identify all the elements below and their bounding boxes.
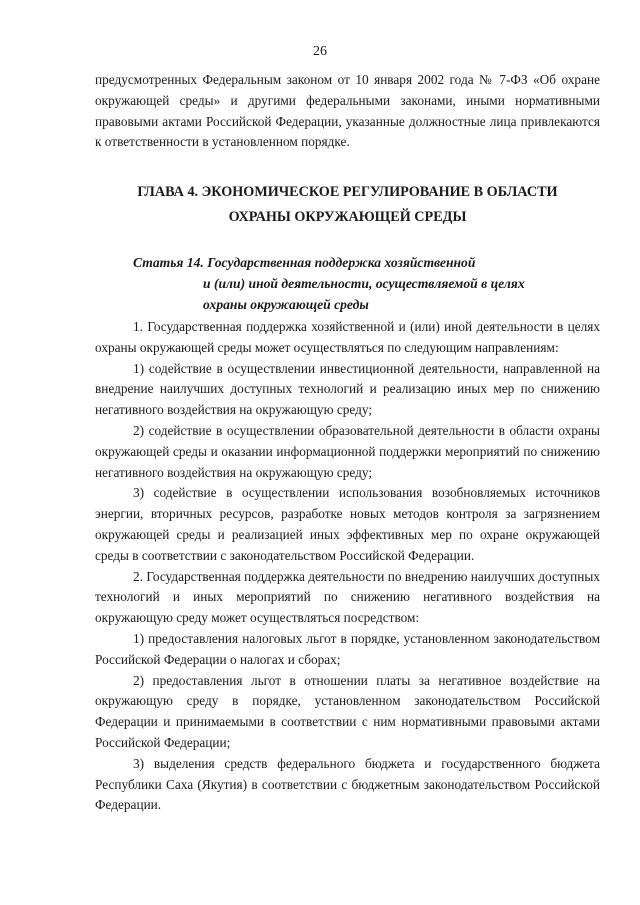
paragraph-2: 2. Государственная поддержка деятельности по внедрению наилучших доступных технологий и иных мероприятий по снижению негативного воздействия на окружающую среду может осуществляться посредством: [95,568,600,626]
intro-paragraph-text: предусмотренных Федеральным законом от 10 января 2002 года № 7-ФЗ «Об охране окружающей среды» и другими федеральными законами, иными нормативными правовыми актами Российской Федерации, указанные должностные лица привлекаются к ответственности в установленном порядке. [95,72,600,150]
paragraph-2-item-2: 2) предоставления льгот в отношении платы за негативное воздействие на окружающую среду в порядке, установленном законодательством Российской Федерации и принимаемыми в соответствии с ним нормативными правовыми актами Российской Федерации; [95,672,600,750]
paragraph-1-item-3: 3) содействие в осуществлении использования возобновляемых источников энергии, вторичных ресурсов, разработке новых методов контроля за загрязнением окружающей среды и реализацией иных эффективных мер по охране окружающей среды в соответствии с законодательством Российской Федерации. [95,485,600,563]
chapter-heading-line-1: ГЛАВА 4. ЭКОНОМИЧЕСКОЕ РЕГУЛИРОВАНИЕ В ОБЛАСТИ [137,184,558,200]
article-heading-line-2: и (или) иной деятельности, осуществляемой в целях [203,276,525,291]
chapter-heading [95,182,600,228]
paragraph-2-item-3: 3) выделения средств федерального бюджета и государственного бюджета Республики Саха (Якутия) в соответствии с бюджетным законодательством Российской Федерации. [95,755,600,813]
paragraph-2-item-1: 1) предоставления налоговых льгот в порядке, установленном законодательством Российской Федерации о налогах и сборах; [95,630,600,667]
article-heading [133,252,553,315]
paragraph-1: 1. Государственная поддержка хозяйственной и (или) иной деятельности в целях охраны окружающей среды может осуществляться по следующим направлениям: [95,319,600,355]
chapter-heading-line-2: ОХРАНЫ ОКРУЖАЮЩЕЙ СРЕДЫ [228,209,467,225]
paragraph-1-item-1: 1) содействие в осуществлении инвестиционной деятельности, направленной на внедрение наилучших доступных технологий и реализацию иных мер по снижению негативного воздействия на окружающую среду; [95,360,600,418]
intro-paragraph [95,70,600,153]
article-heading-line-1: Статья 14. Государственная поддержка хозяйственной [133,255,476,270]
paragraph-1-item-2: 2) содействие в осуществлении образовательной деятельности в области охраны окружающей среды и оказании информационной поддержки мероприятий по снижению негативного воздействия на окружающую среду; [95,422,600,480]
article-heading-line-3: охраны окружающей среды [203,297,369,312]
page-number: 26 [313,44,327,59]
article-body [95,317,600,816]
